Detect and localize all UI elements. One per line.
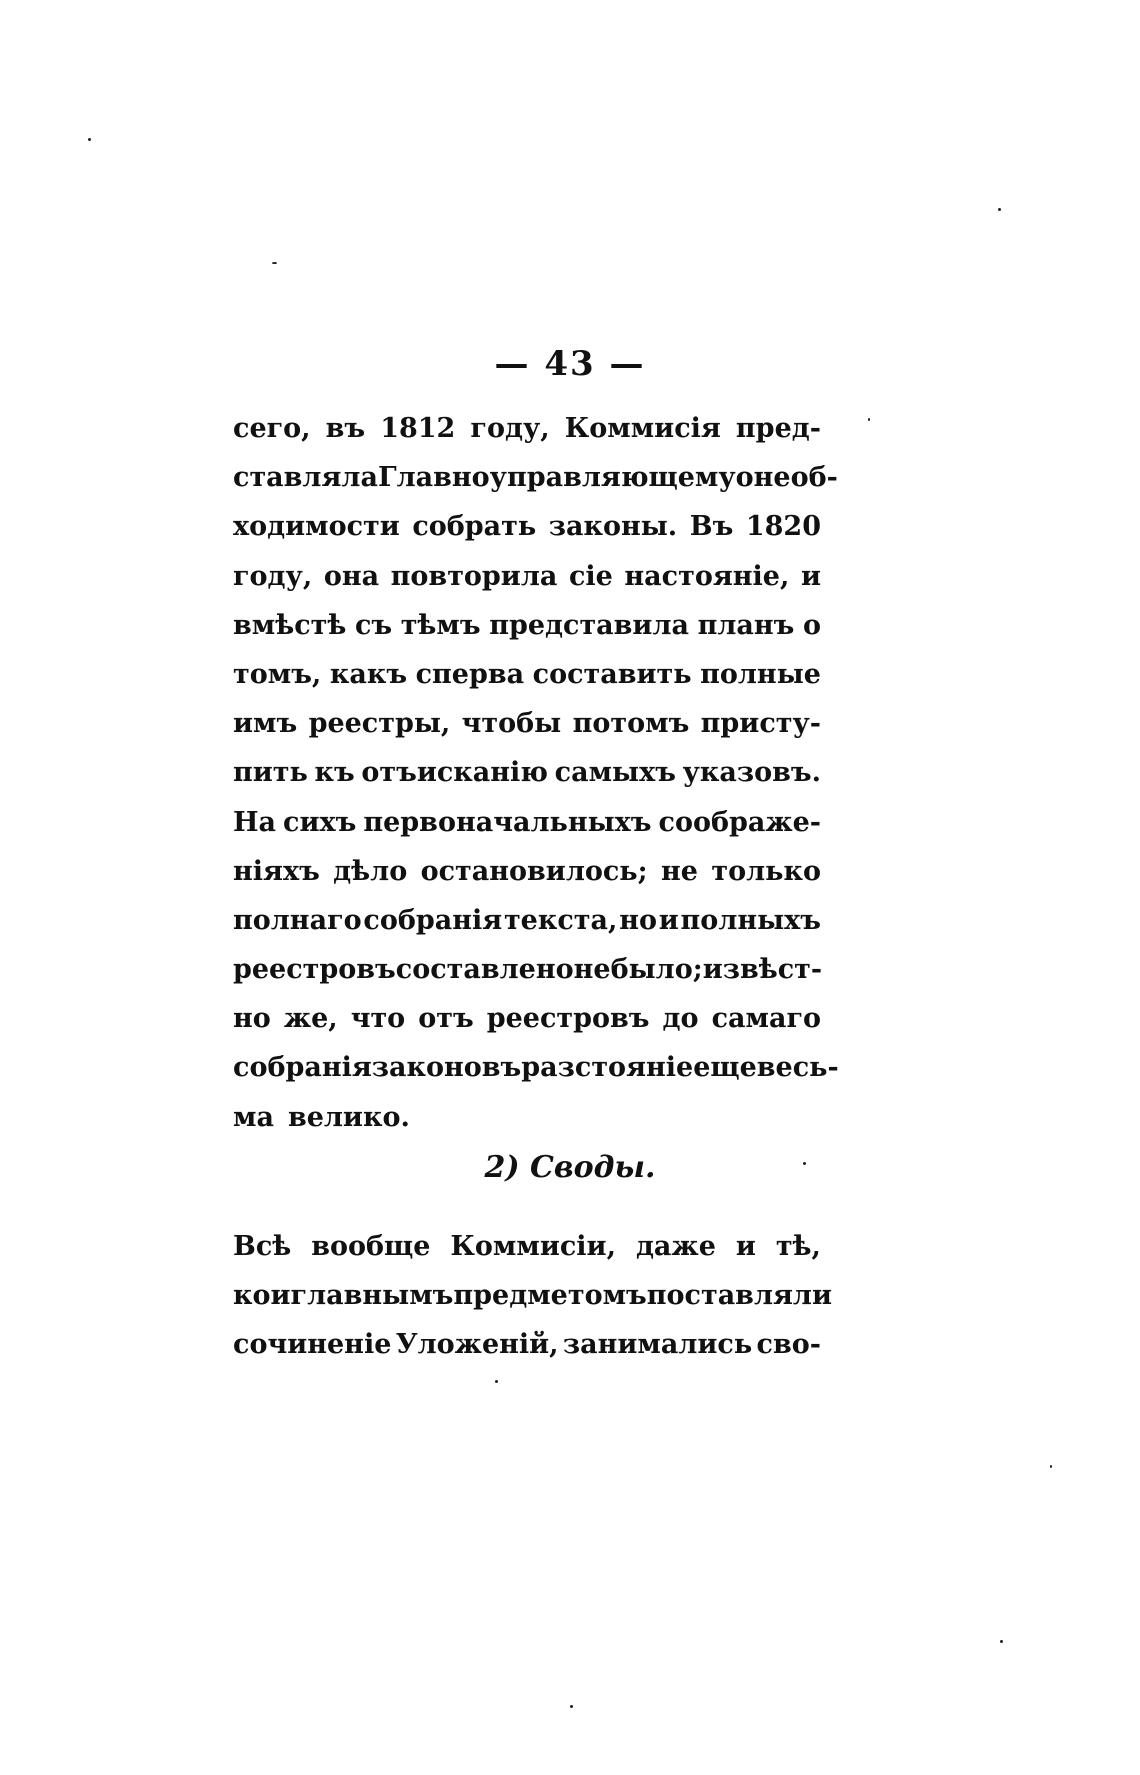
text-line: [233, 945, 821, 994]
word: планъ: [697, 609, 795, 641]
text-line: [233, 748, 821, 797]
text-line: [233, 1222, 821, 1271]
word: сочиненіе: [233, 1329, 392, 1361]
word: сихъ: [283, 806, 357, 838]
text-line: [233, 847, 821, 896]
paragraph-continuation: [233, 1222, 832, 1370]
word: сего,: [233, 413, 311, 444]
word: составлено: [395, 954, 574, 986]
word: ма: [233, 1101, 274, 1133]
word: собранія: [233, 1052, 372, 1084]
word: извѣст-: [702, 954, 823, 986]
word: какъ: [329, 658, 408, 690]
word: занимались: [562, 1329, 753, 1361]
text-line: [233, 1043, 839, 1092]
word: о: [735, 462, 754, 494]
word: только: [711, 855, 821, 887]
word: первоначальныхъ: [363, 806, 652, 838]
text-line: [233, 1320, 821, 1369]
print-speck: [88, 138, 91, 141]
word: Уложеній,: [395, 1329, 559, 1361]
word: же,: [283, 1003, 338, 1035]
text-line: [233, 552, 821, 601]
word: Всѣ: [233, 1231, 292, 1262]
word: потомъ: [572, 708, 690, 740]
word: сво-: [756, 1329, 821, 1361]
word: повторила: [390, 560, 558, 592]
text-line: [233, 1093, 821, 1142]
word: реестры,: [308, 708, 451, 740]
word: пред-: [735, 413, 821, 444]
word: текста,: [503, 904, 618, 936]
print-speck: [495, 1380, 498, 1383]
text-line: [233, 404, 821, 453]
word: главнымъ: [290, 1280, 454, 1312]
word: вообще: [311, 1231, 431, 1262]
print-speck: [803, 1162, 806, 1165]
word: собрать: [412, 511, 537, 543]
word: чтобы: [461, 708, 562, 740]
word: году,: [233, 560, 313, 592]
print-speck: [570, 1705, 573, 1708]
word: но: [619, 904, 657, 936]
word: Коммисія: [564, 413, 721, 444]
word: кои: [233, 1280, 291, 1312]
word: соображе-: [658, 806, 821, 838]
word: Въ: [689, 511, 734, 543]
word: къ: [314, 757, 355, 789]
word: разстояніе: [521, 1052, 694, 1084]
word: и: [658, 904, 679, 936]
word: и: [800, 560, 821, 592]
word: весь-: [756, 1052, 839, 1084]
text-line: [233, 699, 821, 748]
word: предметомъ: [453, 1280, 647, 1312]
print-speck: [272, 262, 277, 264]
print-speck: [1000, 1640, 1003, 1643]
word: присту-: [700, 708, 821, 740]
word: остановилось;: [420, 855, 648, 887]
text-line: [233, 994, 821, 1043]
word: реестровъ: [233, 954, 396, 986]
word: полныхъ: [680, 904, 821, 936]
text-line: [233, 601, 821, 650]
text-line: [233, 650, 821, 699]
word: полнаго: [233, 904, 362, 936]
word: году,: [470, 413, 550, 444]
word: полные: [700, 658, 821, 690]
word: она: [323, 560, 380, 592]
word: имъ: [233, 708, 298, 740]
word: законовъ: [371, 1052, 522, 1084]
word: тѣмъ: [400, 609, 481, 641]
word: Коммисіи,: [450, 1231, 616, 1262]
word: На: [233, 806, 277, 838]
word: ходимости: [233, 511, 400, 543]
word: до: [662, 1003, 699, 1035]
word: 1812: [380, 413, 456, 444]
word: не: [573, 954, 611, 986]
word: ставляла: [233, 462, 378, 494]
word: настояніе,: [624, 560, 790, 592]
text-line: [233, 798, 821, 847]
word: съ: [354, 609, 393, 641]
word: еще: [693, 1052, 757, 1084]
word: представила: [489, 609, 689, 641]
section-heading: 2) Своды.: [484, 1150, 656, 1185]
word: отъ: [418, 1003, 474, 1035]
word: вмѣстѣ: [233, 609, 347, 641]
word: необ-: [753, 462, 838, 494]
word: но: [233, 1003, 271, 1035]
word: что: [350, 1003, 406, 1035]
word: не: [661, 855, 698, 887]
word: сперва: [415, 658, 525, 690]
word: самаго: [711, 1003, 821, 1035]
paragraph-main: [233, 404, 839, 1142]
word: тѣ,: [775, 1231, 821, 1262]
word: отъисканію: [361, 757, 548, 789]
word: составить: [532, 658, 692, 690]
word: о: [802, 609, 821, 641]
word: въ: [325, 413, 366, 444]
word: реестровъ: [486, 1003, 650, 1035]
word: 1820: [745, 511, 821, 543]
word: даже: [635, 1231, 716, 1262]
print-speck: [998, 208, 1001, 211]
word: пить: [233, 757, 308, 789]
word: поставляли: [646, 1280, 832, 1312]
word: сіе: [568, 560, 613, 592]
text-line: [233, 896, 821, 945]
text-line: [233, 453, 838, 502]
word: было;: [610, 954, 703, 986]
word: собранія: [363, 904, 503, 936]
word: велико.: [287, 1101, 410, 1133]
word: самыхъ: [554, 757, 676, 789]
text-line: [233, 1271, 832, 1320]
word: ніяхъ: [233, 855, 320, 887]
print-speck: [1050, 1465, 1052, 1468]
word: законы.: [548, 511, 678, 543]
text-line: [233, 502, 821, 551]
page-number: — 43 —: [494, 344, 646, 384]
word: томъ,: [233, 658, 322, 690]
print-speck: [868, 418, 870, 421]
word: и: [735, 1231, 756, 1262]
word: указовъ.: [682, 757, 821, 789]
word: дѣло: [333, 855, 408, 887]
word: Главноуправляющему: [377, 462, 736, 494]
